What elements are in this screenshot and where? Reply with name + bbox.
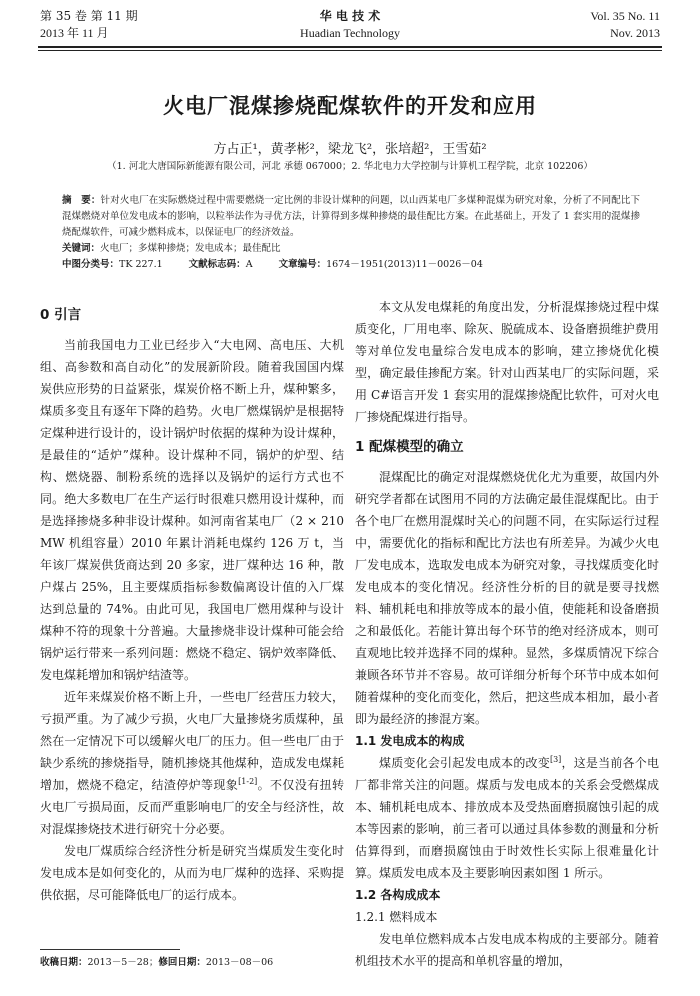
- header-volume-en: Vol. 35 No. 11: [590, 9, 660, 23]
- revised-date: 2013－08－06: [205, 957, 274, 968]
- doc-code-value: A: [245, 259, 253, 270]
- header-rule-thin: [38, 50, 662, 51]
- intro-paragraph-2-text-b: 。不仅没有扭转火电厂亏损局面，反而严重影响电厂的安全与经济性，故对混煤掺烧技术进行研究十分必要。: [40, 778, 344, 836]
- subsection-1-1-paragraph: [355, 752, 659, 884]
- intro-paragraph-2: [40, 686, 344, 840]
- footnote-rule: [40, 949, 180, 950]
- subsection-1-2-heading: 1.2 各构成成本: [355, 888, 441, 902]
- subsection-1-1-text-b: ，这是当前各个电厂都非常关注的问题。煤质与发电成本的关系会受燃煤成本、辅机耗电成本、排放成本及受热面磨损腐蚀引起的成本等因素的影响，前三者可以通过具体参数的测量和分析估算得到，而磨损腐蚀由于时效性长实际上很难量化计算。煤质发电成本及主要影响因素如图 1 所示。: [355, 756, 659, 880]
- section-1-paragraph: 混煤配比的确定对混煤燃烧优化尤为重要，故国内外研究学者都在试图用不同的方法确定最佳混煤配比。由于各个电厂在燃用混煤时关心的问题不同，在实际运行过程中，需要优化的指标和配比方法也有所差异。为减少火电厂发电成本，选取发电成本为研究对象，寻找煤质变化时发电成本的变化情况。经济性分析的目的就是要寻找燃料、辅机耗电和排放等成本的最小值，使能耗和设备磨损之和最低化。若能计算出每个环节的绝对经济成本，则可直观地比较并选择不同的煤种。显然，多煤质情况下综合兼顾各环节并不容易。故可详细分析每个环节中成本如何随着煤种的变化而变化，然后，把这些成本相加，最小者即为最经济的掺混方案。: [355, 470, 659, 726]
- header-rule-thick: [38, 46, 662, 48]
- paper-affiliation: （1. 河北大唐国际新能源有限公司，河北 承德 067000；2. 华北电力大学控制与计算机工程学院，北京 102206）: [107, 161, 593, 172]
- article-no-label: 文章编号：: [278, 259, 327, 270]
- subsection-1-2-1-heading: 1.2.1 燃料成本: [355, 910, 438, 924]
- revised-label: 修回日期：: [158, 957, 206, 968]
- keywords-label: 关键词：: [62, 243, 101, 254]
- intro-paragraph-3: 发电厂煤质综合经济性分析是研究当煤质发生变化时发电成本是如何变化的，从而为电厂煤种的选择、采购提供依据，尽可能降低电厂的运行成本。: [40, 844, 344, 902]
- doc-code-label: 文献标志码：: [188, 259, 246, 270]
- article-no-item: [279, 257, 483, 273]
- clc-value: TK 227.1: [119, 259, 163, 270]
- abstract-block: [62, 193, 640, 273]
- paper-title: 火电厂混煤掺烧配煤软件的开发和应用: [163, 94, 537, 118]
- paper-authors: 方占正¹，黄孝彬²，梁龙飞²，张培超²，王雪茹²: [213, 142, 487, 157]
- received-label: 收稿日期：: [40, 957, 88, 968]
- body-right-column: [355, 296, 659, 972]
- doc-code-item: [189, 257, 253, 273]
- abstract-paragraph: [62, 193, 640, 241]
- subsection-1-1-heading: 1.1 发电成本的构成: [355, 734, 465, 748]
- clc-item: [62, 257, 163, 273]
- header-volume-cn: 第 35 卷 第 11 期: [40, 9, 138, 23]
- intro-paragraph-4: 本文从发电煤耗的角度出发，分析混煤掺烧过程中煤质变化，厂用电率、除灰、脱硫成本、设备磨损维护费用等对单位发电量综合发电成本的影响，建立掺烧优化模型，确定最佳掺配方案。针对山西某电厂的实际问题，采用 C#语言开发 1 套实用的混煤掺烧配比软件，可对火电厂掺烧配煤进行指导。: [355, 300, 659, 424]
- article-no-value: 1674－1951(2013)11－0026－04: [326, 259, 483, 270]
- abstract-label: 摘 要：: [62, 195, 101, 206]
- section-1-heading: 1 配煤模型的确立: [355, 439, 464, 455]
- citation-ref: [1-2]: [238, 777, 258, 786]
- header-journal-cn: 华 电 技 术: [319, 9, 381, 23]
- classification-row: [62, 257, 640, 273]
- body-left-column: [40, 296, 344, 906]
- header-date-cn: 2013 年 11 月: [40, 26, 109, 40]
- subsection-1-2-1-paragraph: 发电单位燃料成本占发电成本构成的主要部分。随着机组技术水平的提高和单机容量的增加，: [355, 932, 659, 968]
- intro-paragraph-1: 当前我国电力工业已经步入“大电网、高电压、大机组、高参数和高自动化”的发展新阶段。随着我国国内煤炭供应形势的日益紧张，煤炭价格不断上升，煤种繁多，煤质多变且有逐年下降的趋势。火电厂燃煤锅炉是根据特定煤种进行设计的，设计锅炉时依据的煤种为设计煤种，是最佳的“适炉”煤种。设计煤种不同，锅炉的炉型、结构、燃烧器、制粉系统的选择以及锅炉的运行方式也不同。绝大多数电厂在生产运行时很难只燃用设计煤种，而是选择掺烧多种非设计煤种。如河南省某电厂（2 × 210 MW 机组容量）2010 年累计消耗电煤约 126 万 t，当年该厂煤炭供货商达到 20 多家，进厂煤种达 16 种，散户煤占 25%，且主要煤质指标参数偏离设计值的入厂煤达到总量的 74%。由此可见，我国电厂燃用煤种与设计煤种不符的现象十分普遍。大量掺烧非设计煤种可能会给锅炉运行带来一系列问题：燃烧不稳定、锅炉效率降低、发电煤耗增加和锅炉结渣等。: [40, 338, 344, 682]
- received-date-footnote: [40, 954, 273, 968]
- section-0-heading: 0 引言: [40, 307, 82, 323]
- footnote-separator: ；: [148, 957, 159, 968]
- keywords-text: 火电厂；多煤种掺烧；发电成本；最佳配比: [100, 243, 281, 254]
- clc-label: 中图分类号：: [62, 259, 120, 270]
- citation-ref: [3]: [549, 755, 562, 764]
- intro-paragraph-2-text-a: 近年来煤炭价格不断上升，一些电厂经营压力较大，亏损严重。为了减少亏损，火电厂大量掺烧劣质煤种，虽然在一定情况下可以缓解火电厂的压力。但一些电厂由于缺少系统的掺烧指导，随机掺烧其他煤种，造成发电煤耗增加，燃烧不稳定，结渣停炉等现象: [40, 690, 344, 792]
- header-date-en: Nov. 2013: [610, 26, 660, 40]
- abstract-text: 针对火电厂在实际燃烧过程中需要燃烧一定比例的非设计煤种的问题，以山西某电厂多煤种混煤为研究对象，分析了不同配比下混煤燃烧对单位发电成本的影响，以粒举法作为寻优方法，计算得到多煤种掺烧的最佳配比方案。在此基础上，开发了 1 套实用的混煤掺烧配煤软件，可减少燃料成本，以保证电厂的经济效益。: [62, 195, 640, 238]
- received-date: 2013－5－28: [87, 957, 149, 968]
- subsection-1-1-text-a: 煤质变化会引起发电成本的改变: [379, 756, 550, 770]
- header-journal-en: Huadian Technology: [300, 26, 400, 40]
- keywords-line: [62, 241, 640, 257]
- header-volume-en-info: [590, 8, 660, 42]
